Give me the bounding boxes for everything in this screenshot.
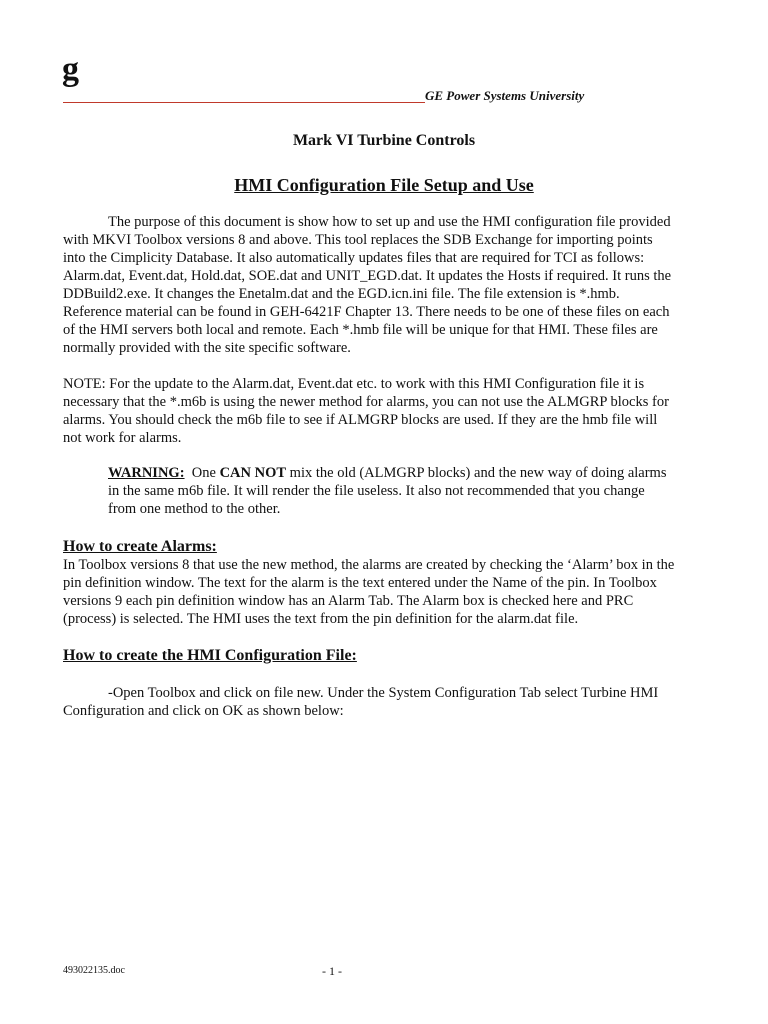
heading-create-alarms: How to create Alarms: (63, 538, 217, 555)
warning-line: in the same m6b file. It will render the file useless. It also not recommended that you change (108, 483, 645, 499)
warning-emphasis: CAN NOT (219, 465, 287, 481)
intro-line: The purpose of this document is show how to set up and use the HMI configuration file provided (108, 214, 671, 230)
intro-line: Alarm.dat, Event.dat, Hold.dat, SOE.dat and UNIT_EGD.dat. It updates the Hosts if required. It runs the (63, 268, 672, 284)
note-line: necessary that the *.m6b is using the newer method for alarms, you can not use the ALMGRP blocks for (63, 394, 669, 410)
intro-line: Reference material can be found in GEH-6421F Chapter 13. There needs to be one of these files on each (63, 304, 670, 320)
header-university: GE Power Systems University (425, 88, 585, 103)
alarms-line: versions 9 each pin definition window has an Alarm Tab. The Alarm box is checked here and PRC (63, 593, 634, 609)
warning-label: WARNING: (108, 465, 185, 481)
warning-line: WARNING: One CAN NOT mix the old (ALMGRP blocks) and the new way of doing alarms (108, 465, 667, 481)
intro-line: DDBuild2.exe. It changes the Enetalm.dat and the EGD.icn.ini file. The file extension is *.hmb. (63, 286, 620, 302)
config-line: Configuration and click on OK as shown below: (63, 703, 344, 719)
intro-line: of the HMI servers both local and remote. Each *.hmb file will be unique for that HMI. These files are (63, 322, 658, 338)
ge-logo: g (62, 51, 79, 88)
intro-line: with MKVI Toolbox versions 8 and above. This tool replaces the SDB Exchange for importing points (63, 232, 653, 248)
alarms-line: pin definition window. The text for the alarm is the text entered under the Name of the pin. In Toolbox (63, 575, 657, 591)
warning-line: from one method to the other. (108, 501, 281, 517)
document-title: Mark VI Turbine Controls (292, 132, 476, 149)
heading-create-hmi-config: How to create the HMI Configuration File: (63, 647, 357, 664)
header-rule (63, 102, 425, 103)
note-line: alarms. You should check the m6b file to see if ALMGRP blocks are used. If they are the hmb file will (63, 412, 658, 428)
footer-page-number: - 1 - (322, 964, 342, 978)
config-line: -Open Toolbox and click on file new. Under the System Configuration Tab select Turbine HMI (108, 685, 659, 701)
alarms-line: (process) is selected. The HMI uses the text from the pin definition for the alarm.dat file. (63, 611, 579, 627)
note-line: not work for alarms. (63, 430, 182, 446)
alarms-line: In Toolbox versions 8 that use the new method, the alarms are created by checking the ‘Alarm’ box in the (63, 557, 675, 573)
note-line: NOTE: For the update to the Alarm.dat, Event.dat etc. to work with this HMI Configuration file it is (63, 376, 645, 392)
footer-filename: 493022135.doc (63, 965, 125, 976)
intro-line: into the Cimplicity Database. It also automatically updates files that are required for TCI as follows: (63, 250, 645, 266)
document-subtitle: HMI Configuration File Setup and Use (234, 175, 534, 195)
intro-line: normally provided with the site specific software. (63, 340, 351, 356)
